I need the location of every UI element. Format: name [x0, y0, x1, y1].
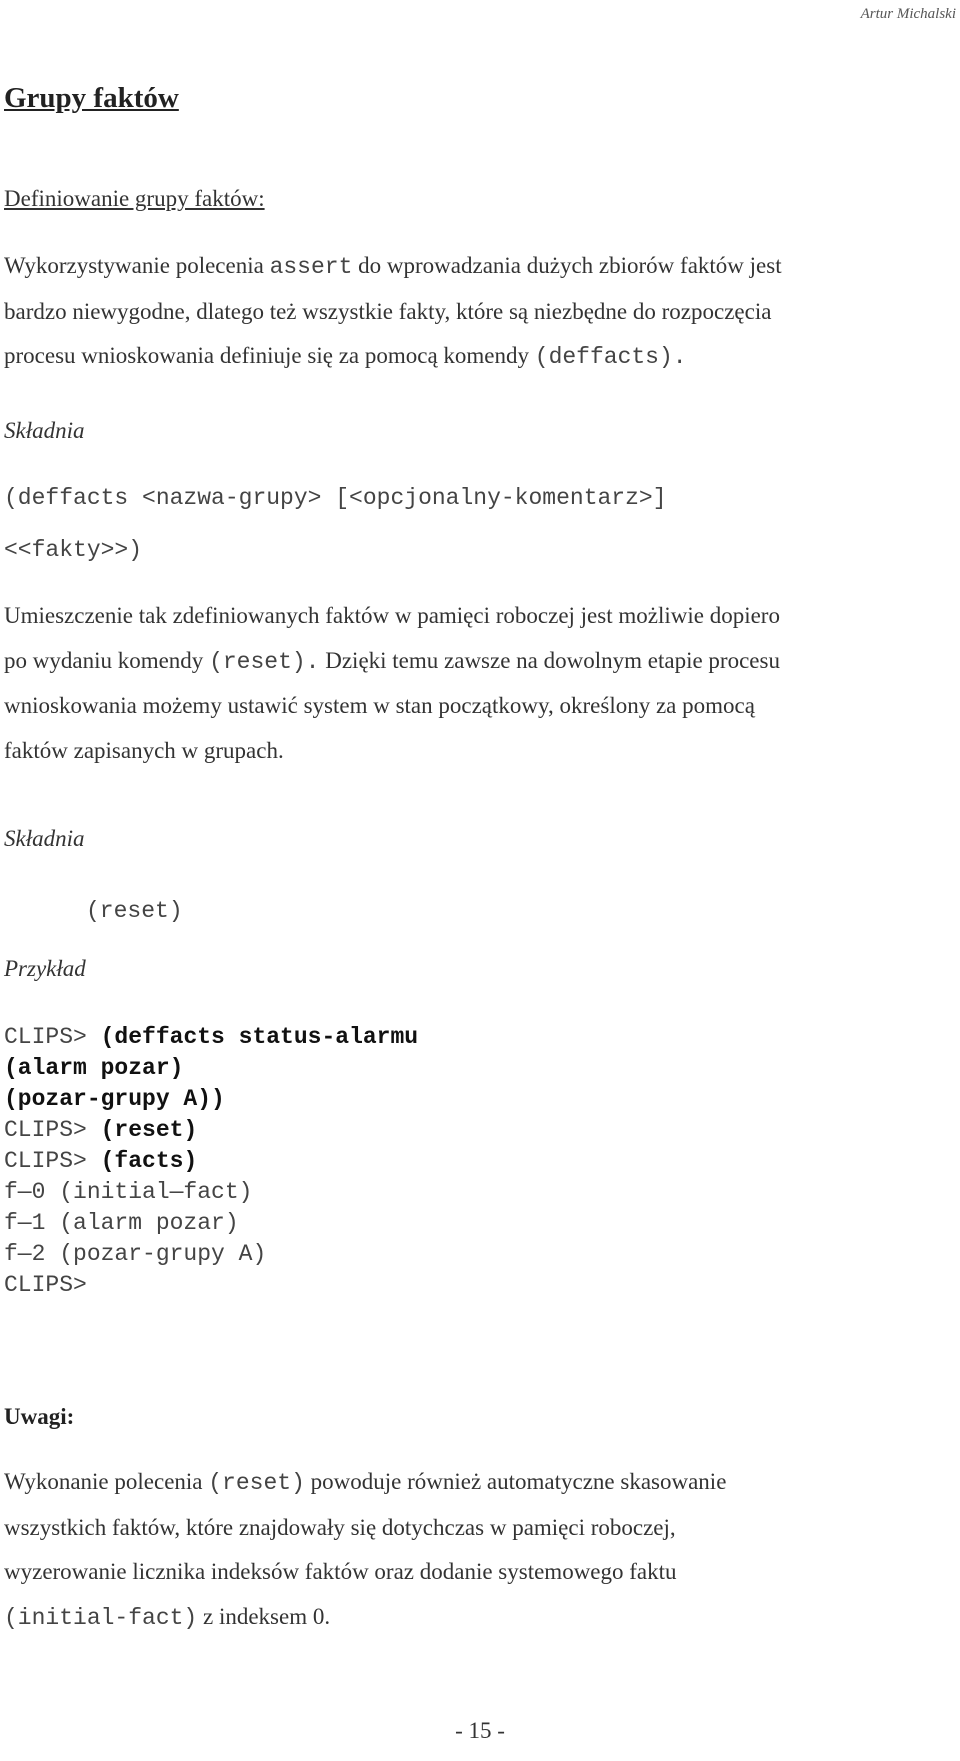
code-line: [4, 1022, 418, 1053]
code-line: [4, 1146, 418, 1177]
inline-code-assert: assert: [269, 254, 353, 280]
code-line: [4, 1239, 418, 1270]
intro-text: do wprowadzania dużych zbiorów faktów jest: [352, 253, 782, 278]
intro-line-2: bardzo niewygodne, dlatego też wszystkie fakty, które są niezbędne do rozpoczęcia: [4, 298, 772, 324]
code-output: f—0 (initial—fact): [4, 1179, 253, 1205]
code-command: (alarm pozar): [4, 1055, 184, 1081]
reset-paragraph: [4, 594, 944, 773]
notes-line-2: wszystkich faktów, które znajdowały się dotychczas w pamięci roboczej,: [4, 1514, 676, 1540]
notes-text: powoduje również automatyczne skasowanie: [304, 1469, 727, 1494]
code-line: [4, 1177, 418, 1208]
reset-text: po wydaniu komendy: [4, 647, 210, 673]
reset-line-2: [4, 639, 944, 685]
notes-title: Uwagi:: [4, 1404, 75, 1429]
code-line: [4, 1115, 418, 1146]
code-line: [4, 1270, 418, 1301]
intro-line-1: [4, 244, 944, 290]
notes-line-4: [4, 1595, 944, 1641]
syntax-line-1: (deffacts <nazwa-grupy> [<opcjonalny-komentarz>]: [4, 485, 667, 511]
running-header-author: Artur Michalski: [860, 6, 956, 22]
inline-code-deffacts: (deffacts).: [534, 344, 687, 370]
example-code-block: [4, 1022, 418, 1301]
code-prompt: CLIPS>: [4, 1148, 101, 1174]
example-label: Przykład: [4, 956, 86, 981]
intro-text: procesu wnioskowania definiuje się za pomocą komendy: [4, 343, 535, 368]
notes-text: z indeksem 0.: [197, 1603, 331, 1629]
notes-line-3: wyzerowanie licznika indeksów faktów oraz dodanie systemowego faktu: [4, 1559, 677, 1584]
syntax-line-2: <<fakty>>): [4, 537, 143, 563]
code-command: (deffacts status-alarmu: [100, 1024, 419, 1050]
code-line: [4, 1053, 418, 1084]
code-command: (reset): [100, 1117, 198, 1143]
reset-text: Dzięki temu zawsze na dowolnym etapie procesu: [319, 647, 780, 673]
notes-line-1: [4, 1460, 944, 1506]
syntax-label: Składnia: [4, 418, 85, 443]
notes-paragraph: [4, 1460, 944, 1640]
inline-code-reset: (reset).: [209, 648, 320, 675]
notes-text: Wykonanie polecenia: [4, 1469, 209, 1494]
inline-code-reset: (reset): [208, 1470, 305, 1496]
code-line: [4, 1084, 418, 1115]
reset-line-1: Umieszczenie tak zdefiniowanych faktów w pamięci roboczej jest możliwie dopiero: [4, 603, 780, 628]
reset-line-3: wnioskowania możemy ustawić system w stan początkowy, określony za pomocą: [4, 693, 755, 718]
section-title: Grupy faktów: [4, 82, 179, 114]
code-prompt: CLIPS>: [4, 1024, 101, 1050]
syntax-label-2: Składnia: [4, 826, 85, 851]
section-subtitle: Definiowanie grupy faktów:: [4, 186, 265, 211]
code-command: (facts): [100, 1148, 198, 1174]
code-line: [4, 1208, 418, 1239]
intro-text: Wykorzystywanie polecenia: [4, 253, 270, 278]
code-output: f—2 (pozar-grupy A): [4, 1241, 267, 1267]
syntax-reset-code: (reset): [86, 898, 183, 924]
intro-line-3: [4, 334, 944, 380]
intro-paragraph: [4, 244, 944, 380]
code-command: (pozar-grupy A)): [4, 1086, 225, 1112]
code-prompt: CLIPS>: [4, 1272, 87, 1298]
code-output: f—1 (alarm pozar): [4, 1210, 239, 1236]
reset-line-4: faktów zapisanych w grupach.: [4, 737, 284, 763]
inline-code-initial-fact: (initial-fact): [4, 1604, 198, 1631]
code-prompt: CLIPS>: [4, 1117, 101, 1143]
page-number: - 15 -: [455, 1718, 505, 1743]
syntax-deffacts-block: [4, 472, 667, 576]
